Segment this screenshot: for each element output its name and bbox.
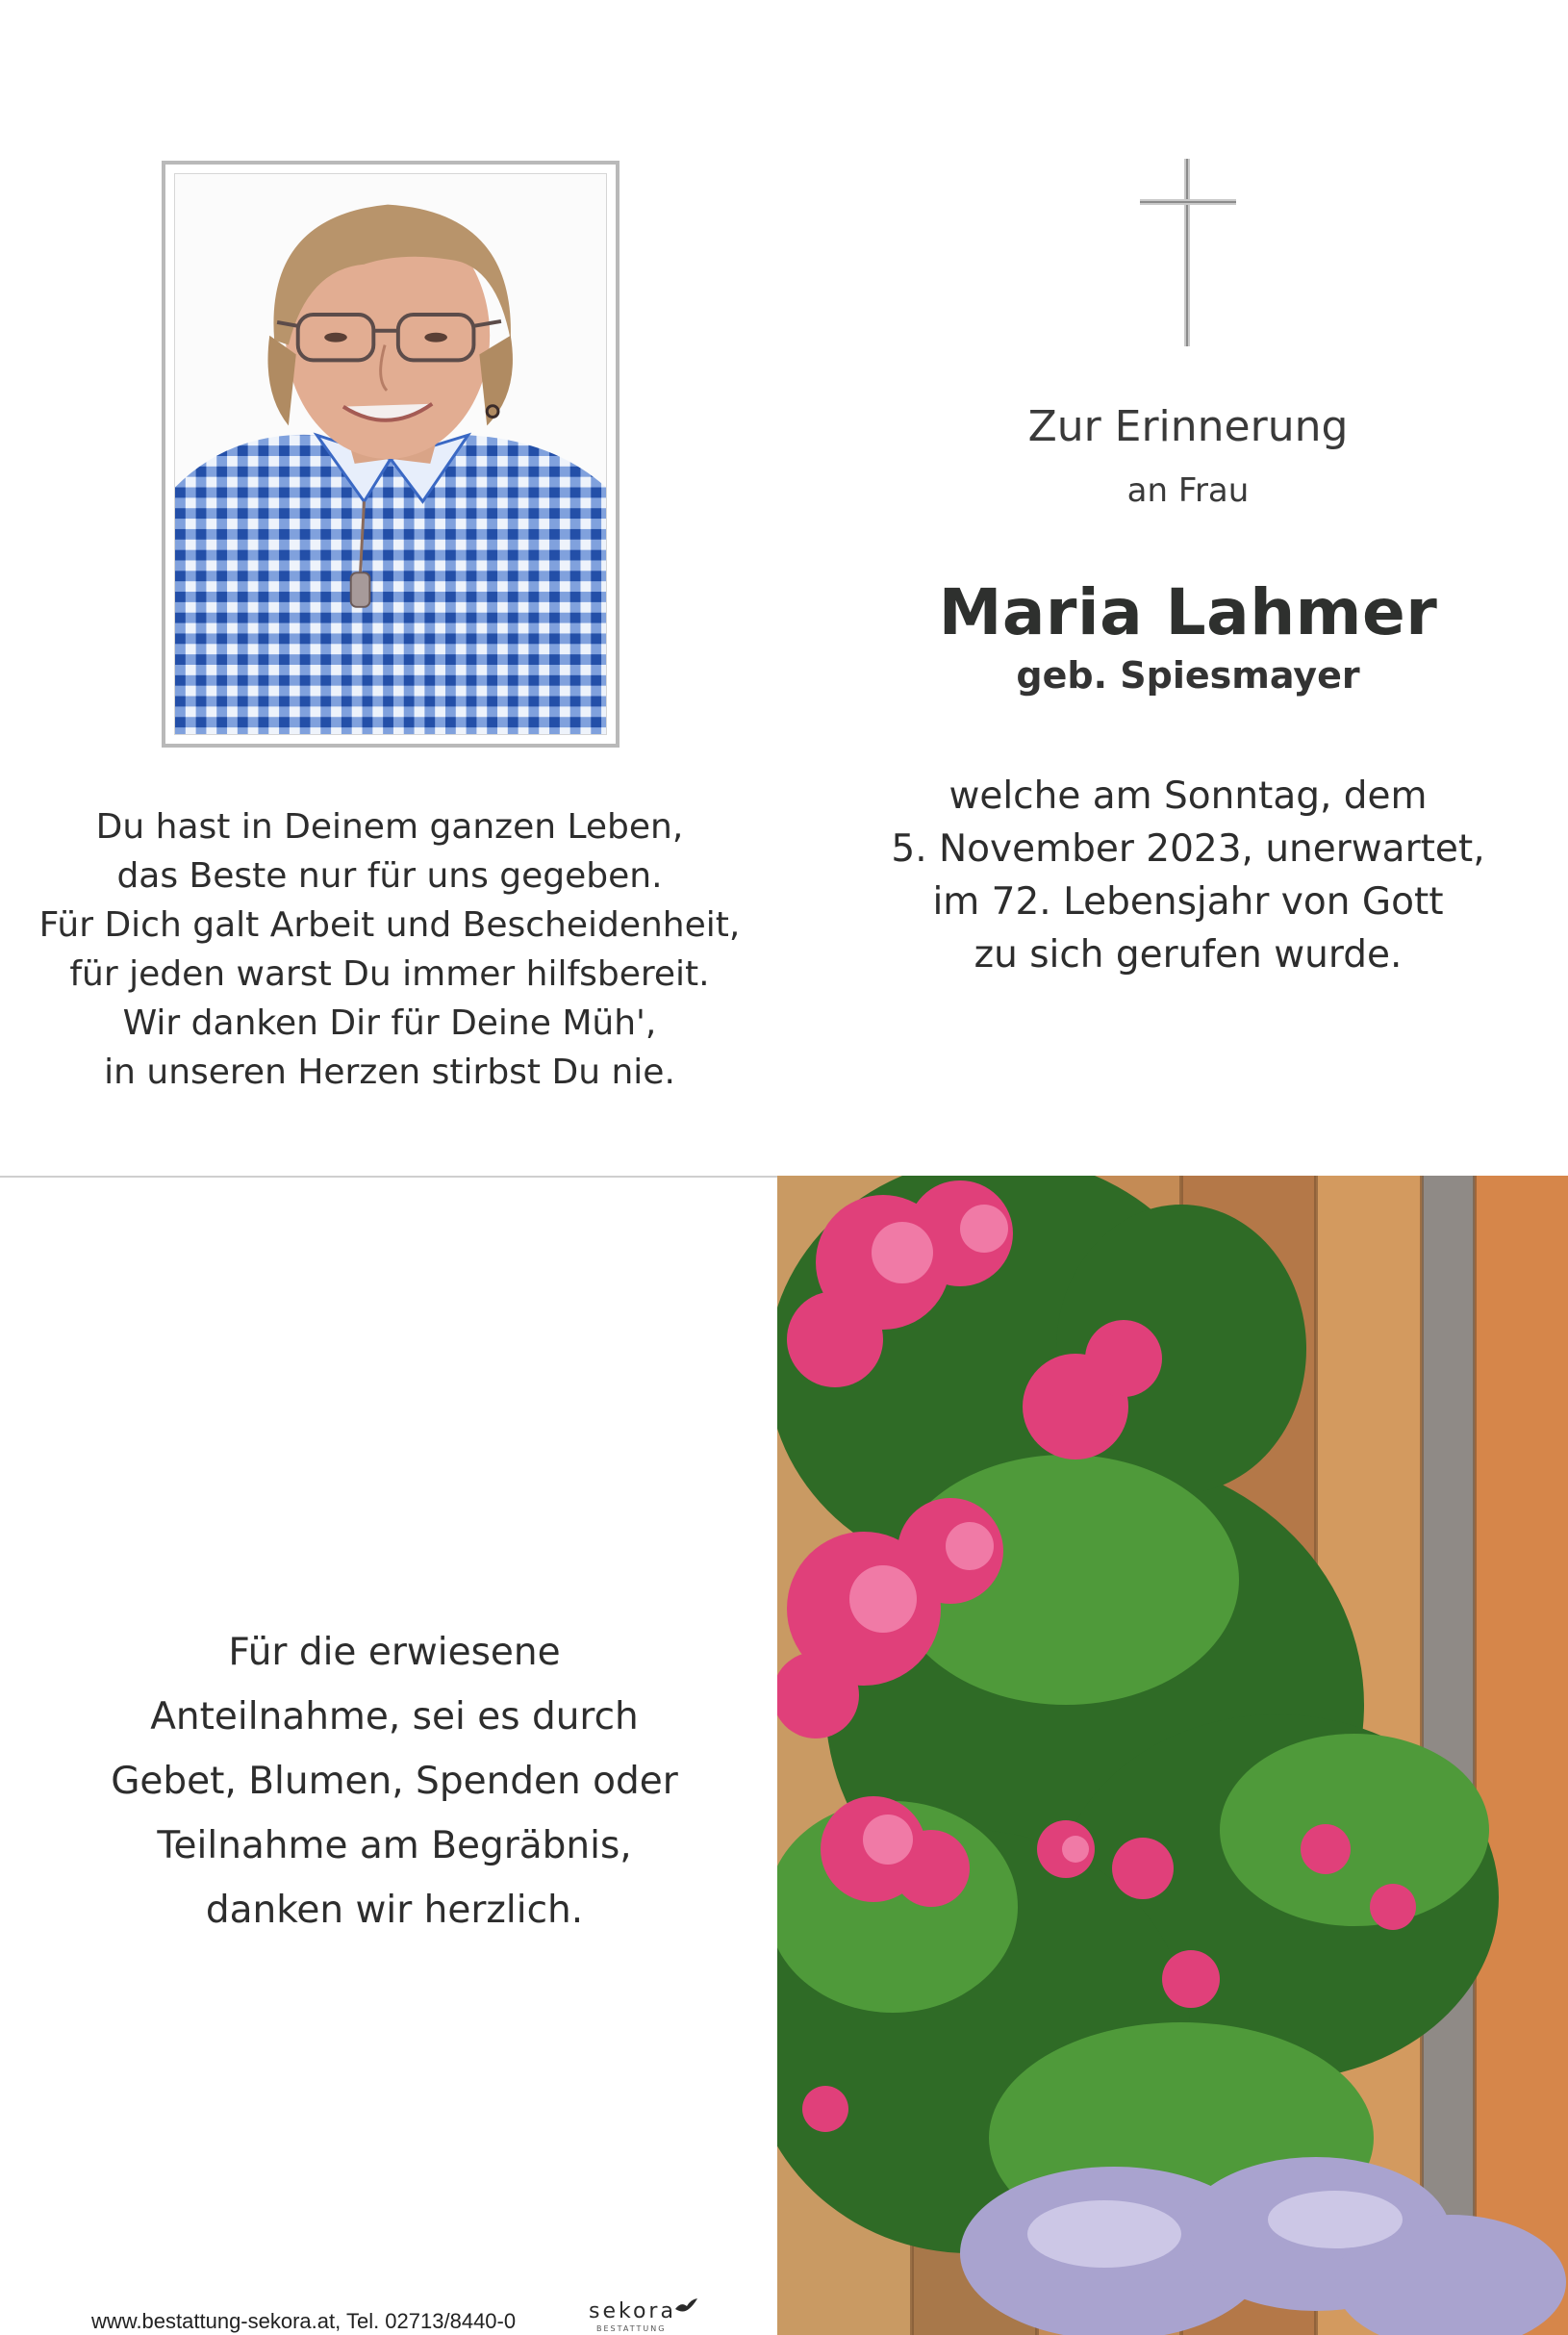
rose-fence-illustration <box>777 1176 1568 2335</box>
memorial-heading: Zur Erinnerung <box>1027 402 1349 451</box>
memorial-subheading: an Frau <box>1126 471 1250 510</box>
thanks-text <box>58 1620 731 1942</box>
portrait-frame <box>162 161 620 748</box>
poem-line: Du hast in Deinem ganzen Leben, <box>95 807 684 847</box>
cross-icon <box>1140 159 1236 346</box>
garden-photo <box>777 1176 1568 2335</box>
sekora-logo: sekora <box>589 2299 676 2323</box>
poem-line: Wir danken Dir für Deine Müh', <box>122 1003 657 1043</box>
poem-line: Für Dich galt Arbeit und Bescheidenheit, <box>38 905 741 945</box>
footer-contact: www.bestattung-sekora.at, Tel. 02713/8440-0 <box>91 2309 517 2333</box>
thanks-line: Teilnahme am Begräbnis, <box>157 1824 632 1867</box>
thanks-line: Für die erwiesene <box>228 1631 561 1674</box>
death-notice-line: 5. November 2023, unerwartet, <box>891 827 1485 871</box>
thanks-line: Gebet, Blumen, Spenden oder <box>111 1760 678 1803</box>
death-notice-line: zu sich gerufen wurde. <box>974 933 1403 977</box>
memorial-poem <box>19 802 760 1097</box>
thanks-line: Anteilnahme, sei es durch <box>150 1695 639 1739</box>
sekora-logo-sub: BESTATTUNG <box>596 2324 667 2333</box>
poem-line: in unseren Herzen stirbst Du nie. <box>104 1053 675 1092</box>
maiden-name: geb. Spiesmayer <box>1016 654 1360 697</box>
dove-icon <box>673 2297 698 2315</box>
poem-line: das Beste nur für uns gegeben. <box>116 856 663 896</box>
portrait-illustration <box>175 174 606 734</box>
death-notice-line: welche am Sonntag, dem <box>948 774 1428 818</box>
death-notice-line: im 72. Lebensjahr von Gott <box>932 880 1444 924</box>
deceased-name: Maria Lahmer <box>938 575 1438 649</box>
thanks-line: danken wir herzlich. <box>205 1889 584 1932</box>
poem-line: für jeden warst Du immer hilfsbereit. <box>69 954 710 994</box>
portrait-photo <box>174 173 607 735</box>
death-notice <box>837 770 1539 981</box>
